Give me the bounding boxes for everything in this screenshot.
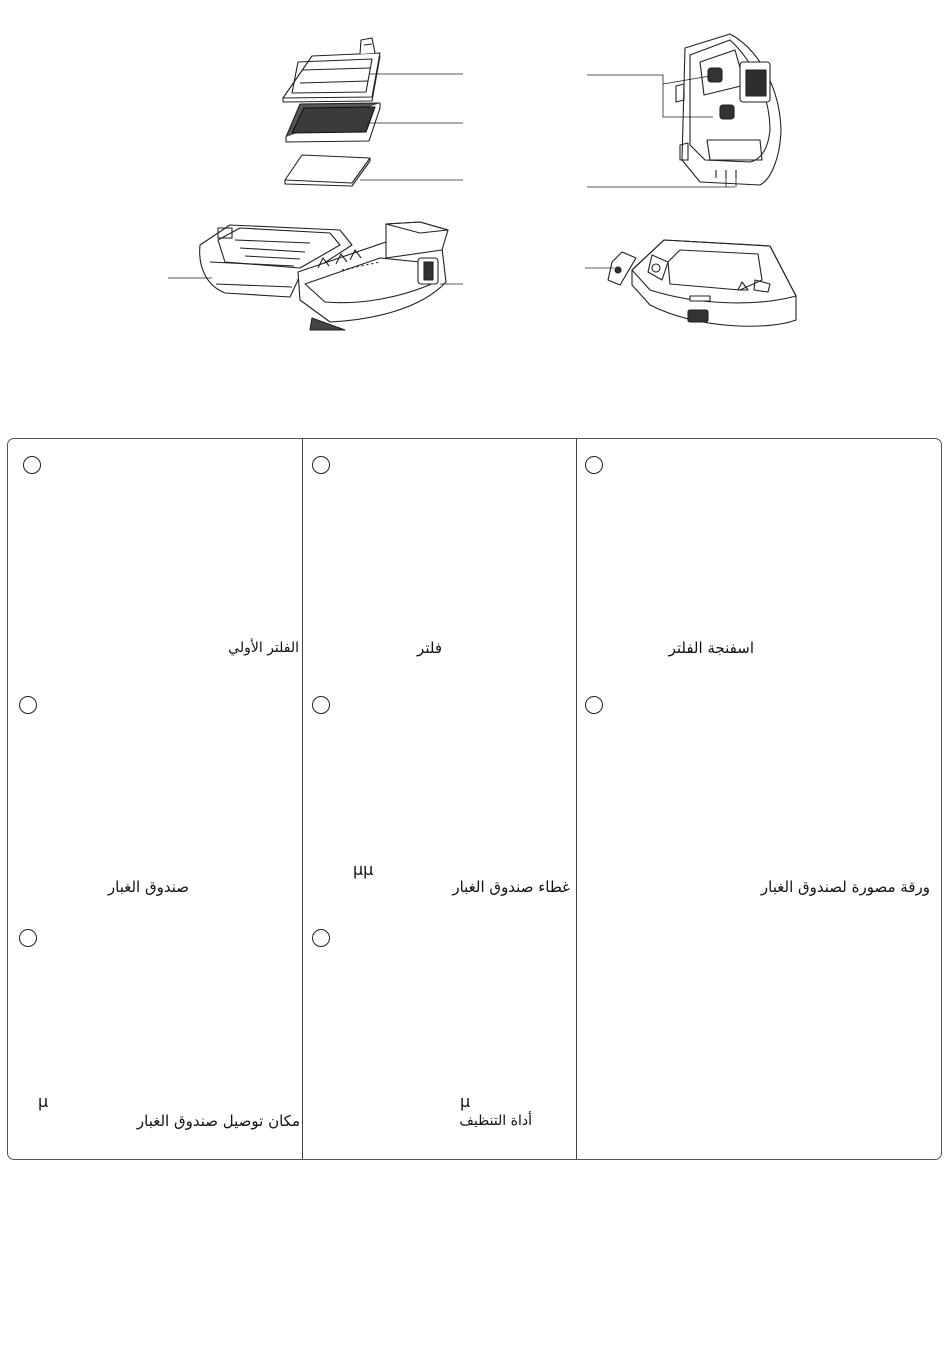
primary-filter-illustration <box>283 38 380 102</box>
dust-box-cover-illustration <box>608 240 796 326</box>
label-filter-sponge: اسفنجة الفلتر <box>668 639 754 657</box>
robot-connection-illustration <box>676 34 781 185</box>
label-dust-box-paper: ورقة مصورة لصندوق الغبار <box>760 878 930 896</box>
parts-table <box>7 438 942 1160</box>
column-divider <box>302 439 303 1159</box>
column-divider <box>576 439 577 1159</box>
item-number-marker <box>19 696 37 714</box>
label-dust-box: صندوق الغبار <box>107 878 189 896</box>
sponge-illustration <box>285 155 370 186</box>
item-number-marker <box>19 929 37 947</box>
value-marker: µµ <box>353 860 374 879</box>
item-number-marker <box>312 696 330 714</box>
label-primary-filter: الفلتر الأولي <box>228 640 299 656</box>
item-number-marker <box>585 696 603 714</box>
parts-diagram <box>0 0 950 360</box>
value-marker: µ <box>460 1092 471 1111</box>
item-number-marker <box>312 929 330 947</box>
label-cleaning-tool: أداة التنظيف <box>459 1113 532 1129</box>
item-number-marker <box>312 456 330 474</box>
label-filter: فلتر <box>417 639 442 657</box>
hepa-filter-illustration <box>286 103 380 142</box>
value-marker: µ <box>38 1092 49 1111</box>
label-dust-box-connection: مكان توصيل صندوق الغبار <box>136 1112 300 1130</box>
label-dust-box-cover: غطاء صندوق الغبار <box>452 878 570 896</box>
item-number-marker <box>585 456 603 474</box>
dust-box-open-illustration <box>200 222 448 330</box>
item-number-marker <box>23 456 41 474</box>
